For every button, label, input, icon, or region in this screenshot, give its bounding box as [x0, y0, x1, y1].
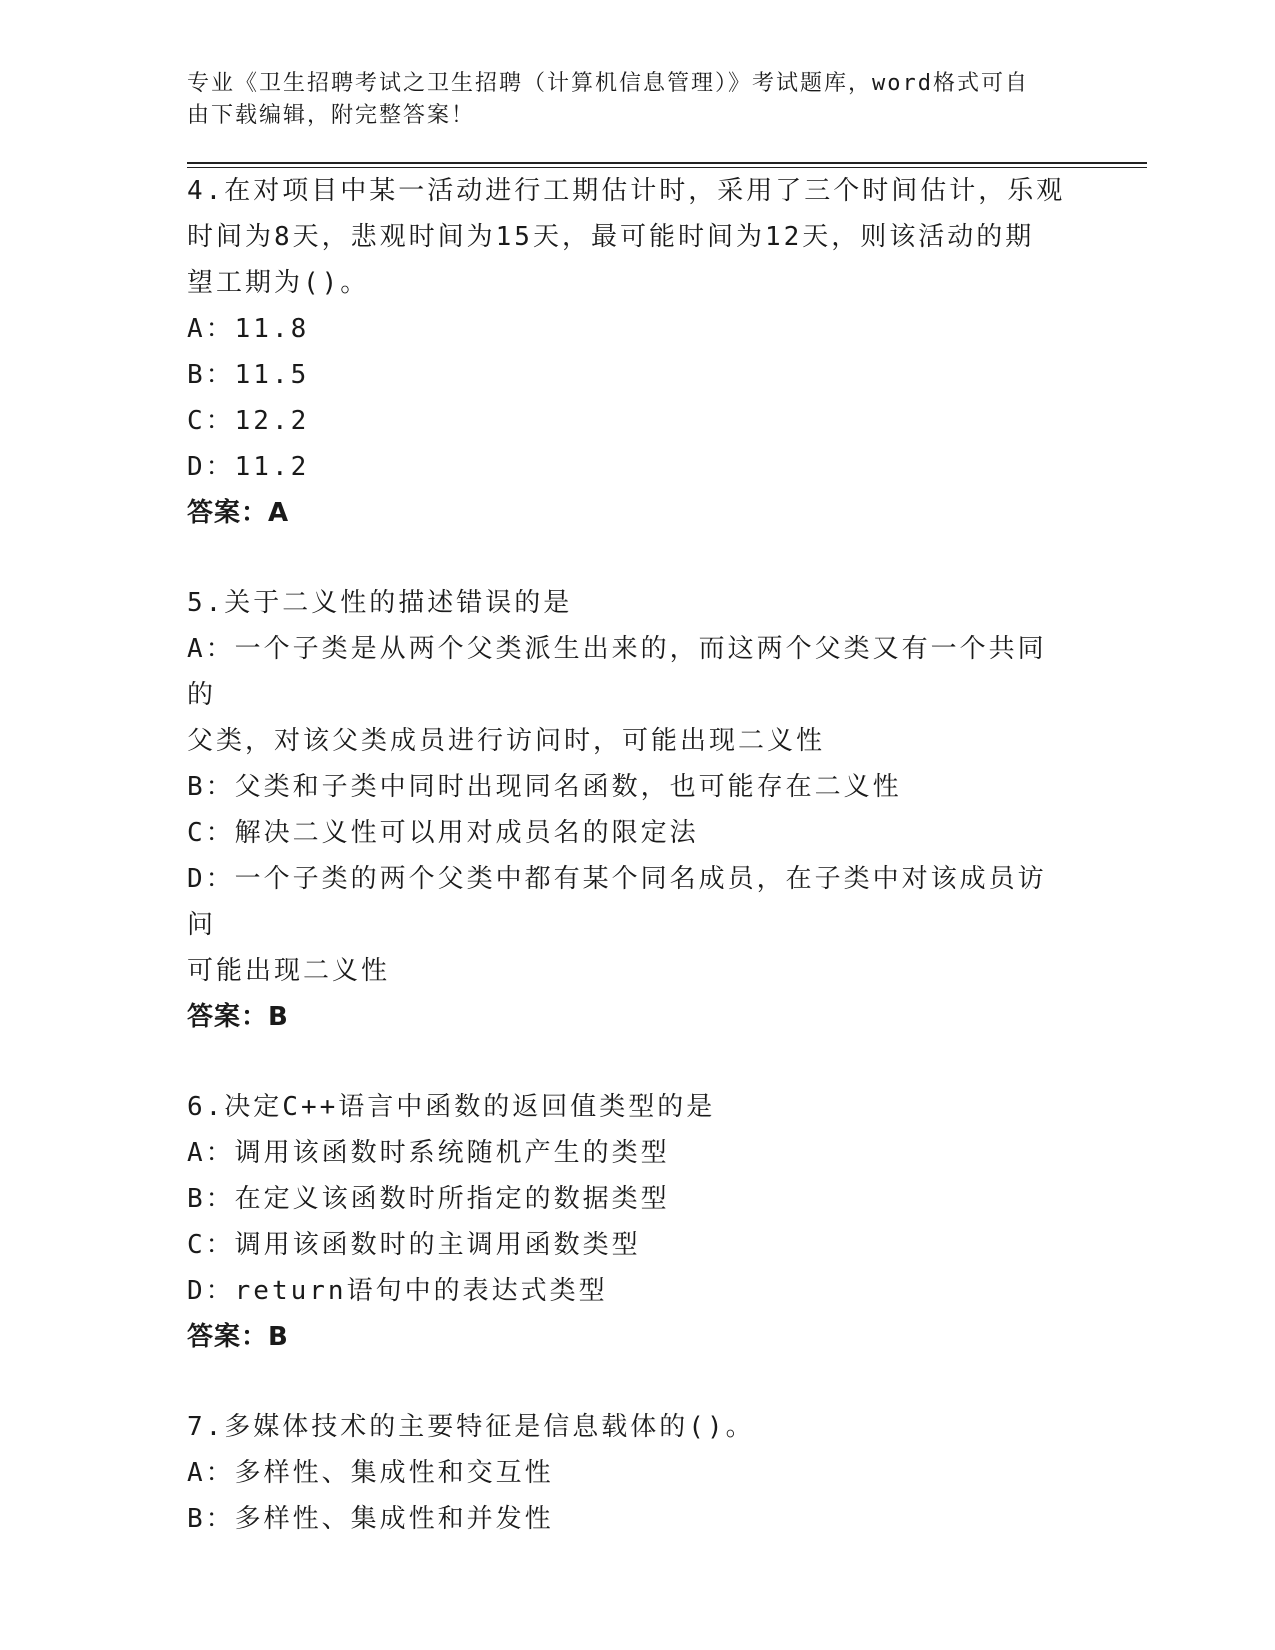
question-5 — [187, 580, 1067, 1040]
option-a: A：多样性、集成性和交互性 — [187, 1458, 554, 1488]
question-6 — [187, 1084, 1067, 1360]
question-text: 7.多媒体技术的主要特征是信息载体的()。 — [187, 1412, 755, 1442]
question-text: 6.决定C++语言中函数的返回值类型的是 — [187, 1092, 716, 1122]
option-a: A：调用该函数时系统随机产生的类型 — [187, 1138, 670, 1168]
question-text: 4.在对项目中某一活动进行工期估计时，采用了三个时间估计，乐观 — [187, 176, 1066, 206]
answer: 答案：B — [187, 1322, 289, 1352]
option-d: D：一个子类的两个父类中都有某个同名成员，在子类中对该成员访问 — [187, 864, 1047, 940]
option-c: C：12.2 — [187, 406, 310, 436]
option-b: B：多样性、集成性和并发性 — [187, 1504, 554, 1534]
question-text: 望工期为()。 — [187, 268, 370, 298]
option-d-continued: 可能出现二义性 — [187, 956, 391, 986]
question-4 — [187, 168, 1067, 536]
option-d: D：return语句中的表达式类型 — [187, 1276, 608, 1306]
option-b: B：在定义该函数时所指定的数据类型 — [187, 1184, 670, 1214]
option-a: A：11.8 — [187, 314, 310, 344]
option-d: D：11.2 — [187, 452, 310, 482]
option-a-continued: 父类，对该父类成员进行访问时，可能出现二义性 — [187, 726, 826, 756]
answer: 答案：A — [187, 498, 290, 528]
option-a: A：一个子类是从两个父类派生出来的，而这两个父类又有一个共同的 — [187, 634, 1047, 710]
question-text: 时间为8天，悲观时间为15天，最可能时间为12天，则该活动的期 — [187, 222, 1035, 252]
option-b: B：父类和子类中同时出现同名函数，也可能存在二义性 — [187, 772, 902, 802]
header-line-2: 由下载编辑，附完整答案！ — [187, 103, 476, 128]
option-c: C：解决二义性可以用对成员名的限定法 — [187, 818, 699, 848]
answer: 答案：B — [187, 1002, 289, 1032]
document-header — [187, 68, 1057, 132]
header-line-1: 专业《卫生招聘考试之卫生招聘（计算机信息管理）》考试题库，word格式可自 — [187, 71, 1029, 96]
question-7 — [187, 1404, 1067, 1542]
question-text: 5.关于二义性的描述错误的是 — [187, 588, 573, 618]
option-c: C：调用该函数时的主调用函数类型 — [187, 1230, 641, 1260]
document-page — [187, 68, 1147, 1542]
option-b: B：11.5 — [187, 360, 310, 390]
